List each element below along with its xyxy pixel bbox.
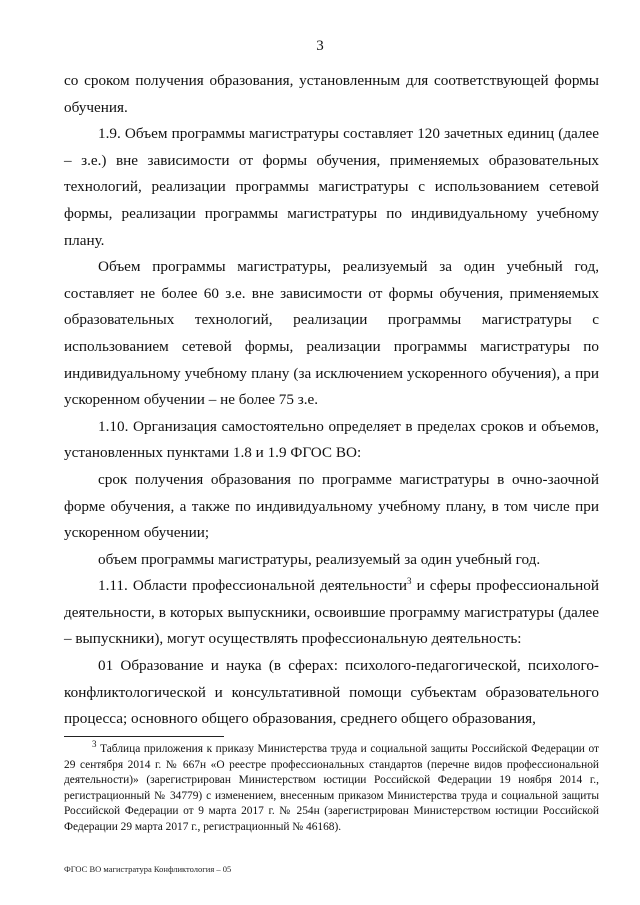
footnote-text: Таблица приложения к приказу Министерства труда и социальной защиты Российской Федерации от 29 сентября 2014 г. № 667н «О реестре профессиональных стандартов (перечне видов профессиональной деятельности)» (зарегистрирован Министерством юстиции Российской Федерации 19 ноября 2014 г., регистрационный № 34779) с изменением, внесенным приказом Министерства труда и социальной защиты Российской Федерации от 9 марта 2017 г. № 254н (зарегистрирован Министерством юстиции Российской Федерации 29 марта 2017 г., регистрационный № 46168). [64,743,599,833]
footnote [64,739,599,836]
paragraph-1-11 [64,573,599,653]
paragraph-study-period: срок получения образования по программе магистратуры в очно-заочной форме обучения, а также по индивидуальному учебному плану, в том числе при ускоренном обучении; [64,470,599,542]
body-text [64,68,599,733]
paragraph-1-11-start: 1.11. Области профессиональной деятельности [98,577,407,595]
paragraph-annual-program-volume: объем программы магистратуры, реализуемый за один учебный год. [98,550,541,568]
paragraph-1-10: 1.10. Организация самостоятельно определяет в пределах сроков и объемов, установленных пунктами 1.8 и 1.9 ФГОС ВО: [64,417,599,462]
footnote-divider [64,736,224,737]
footer-label: ФГОС ВО магистратура Конфликтология – 05 [64,864,232,874]
paragraph-1-9: 1.9. Объем программы магистратуры составляет 120 зачетных единиц (далее – з.е.) вне зависимости от формы обучения, применяемых образовательных технологий, реализации программы магистратуры с использованием сетевой формы, реализации программы магистратуры по индивидуальному учебному плану. [64,125,599,249]
paragraph-education-science: 01 Образование и наука (в сферах: психолого-педагогической, психолого-конфликтологической и консультативной помощи субъектам образовательного процесса; основного общего образования, среднего общего образования, [64,657,599,728]
page-number: 3 [316,38,324,54]
footnote-reference[interactable]: 3 [406,576,412,587]
paragraph-annual-volume: Объем программы магистратуры, реализуемый за один учебный год, составляет не более 60 з.е. вне зависимости от формы обучения, применяемых образовательных технологий, реализации программы магистратуры с использованием сетевой формы, реализации программы магистратуры по индивидуальному учебному плану (за исключением ускоренного обучения), а при ускоренном обучении – не более 75 з.е. [64,258,599,409]
paragraph-1-11-end: и сферы профессиональной деятельности, в которых выпускники, освоившие программу магистратуры (далее – выпускники), могут осуществлять профессиональную деятельность: [64,577,599,648]
footnote-marker: 3 [92,739,97,750]
paragraph-continuation: со сроком получения образования, установленным для соответствующей формы обучения. [64,72,599,116]
